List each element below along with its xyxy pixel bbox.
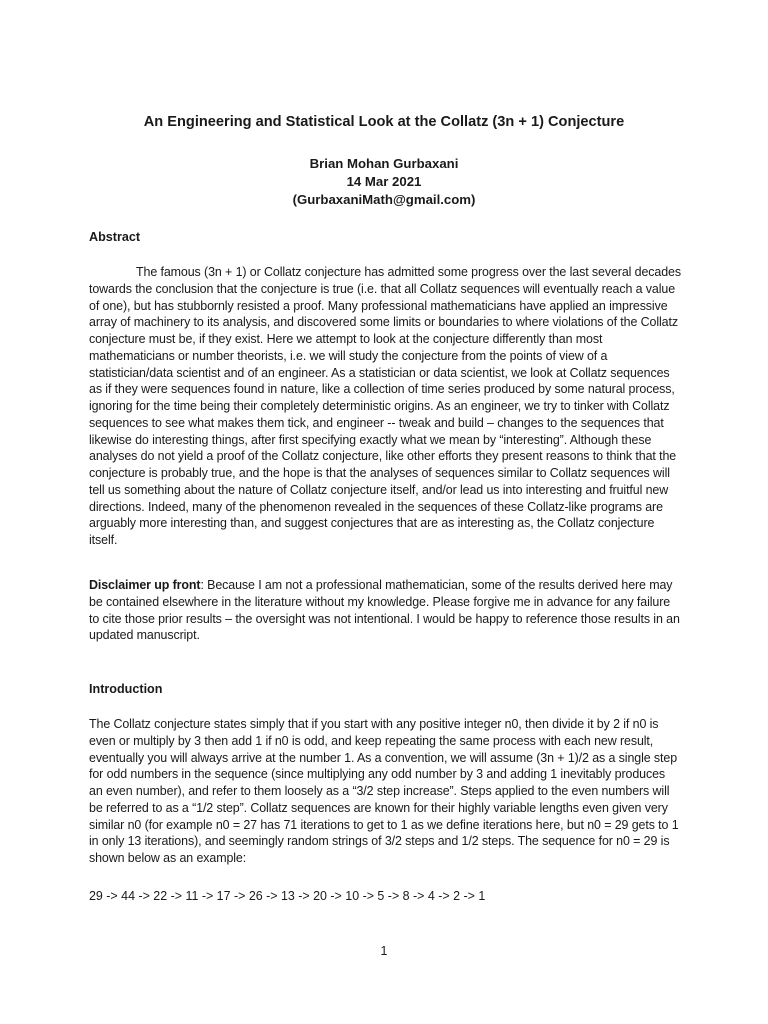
- publication-date: 14 Mar 2021: [346, 174, 422, 189]
- author-name: Brian Mohan Gurbaxani: [309, 156, 459, 171]
- disclaimer-label: Disclaimer up front: [89, 578, 201, 592]
- abstract-paragraph: The famous (3n + 1) or Collatz conjecture has admitted some progress over the last several decades towards the conclusion that the conjecture is true (i.e. that all Collatz sequences will eventually reach a value of one), but has stubbornly resisted a proof. Many professional mathematicians have applied an impressive array of machinery to its analysis, and discovered some limits or boundaries to where violations of the Collatz conjecture must be, if they exist. Here we attempt to look at the conjecture differently than most mathematicians or number theorists, i.e. we will study the conjecture from the points of view of a statistician/data scientist and of an engineer. As a statistician or data scientist, we look at Collatz sequences as if they were sequences found in nature, like a collection of time series produced by some natural process, ignoring for the time being their completely deterministic origins. As an engineer, we try to tinker with Collatz sequences to see what makes them tick, and engineer -- tweak and build – changes to the sequences that likewise do interesting things, after first specifying exactly what we mean by “interesting”. Although these analyses do not yield a proof of the Collatz conjecture, like other efforts they present reasons to think that the conjecture is probably true, and the hope is that the analyses of sequences similar to Collatz sequences will tell us something about the nature of Collatz conjecture itself, and/or lead us into interesting and fruitful new directions. Indeed, many of the phenomenon revealed in the sequences of these Collatz-like programs are arguably more interesting than, and suggest conjectures that are as interesting as, the Collatz conjecture itself.: [89, 265, 681, 547]
- introduction-paragraph: The Collatz conjecture states simply that if you start with any positive integer n0, then divide it by 2 if n0 is even or multiply by 3 then add 1 if n0 is odd, and keep repeating the same process with each new result, eventually you will always arrive at the number 1. As a convention, we will assume (3n + 1)/2 as a single step for odd numbers in the sequence (since multiplying any odd number by 3 and adding 1 inevitably produces an even number), and refer to them loosely as a “3/2 step increase”. Steps applied to the even numbers will be referred to as a “1/2 step”. Collatz sequences are known for their highly variable lengths even given very similar n0 (for example n0 = 27 has 71 iterations to get to 1 as we define iterations here, but n0 = 29 gets to 1 in only 13 iterations), and seemingly random strings of 3/2 steps and 1/2 steps. The sequence for n0 = 29 is shown below as an example:: [89, 717, 679, 865]
- paper-title: An Engineering and Statistical Look at the Collatz (3n + 1) Conjecture: [143, 114, 625, 130]
- author-block: [0, 155, 768, 209]
- collatz-sequence-example: 29 -> 44 -> 22 -> 11 -> 17 -> 26 -> 13 -> 20 -> 10 -> 5 -> 8 -> 4 -> 2 -> 1: [89, 889, 486, 903]
- introduction-section: [89, 716, 681, 867]
- author-email: (GurbaxaniMath@gmail.com): [292, 192, 476, 207]
- abstract-section: [89, 264, 681, 549]
- disclaimer-section: [89, 577, 681, 644]
- disclaimer-paragraph: [89, 577, 681, 644]
- disclaimer-text: : Because I am not a professional mathematician, some of the results derived here may be contained elsewhere in the literature without my knowledge. Please forgive me in advance for any failure to cite those prior results – the oversight was not intentional. I would be happy to reference those results in an updated manuscript.: [89, 578, 680, 643]
- abstract-heading: Abstract: [89, 230, 141, 244]
- page-number: 1: [380, 944, 388, 958]
- introduction-heading: Introduction: [89, 682, 163, 696]
